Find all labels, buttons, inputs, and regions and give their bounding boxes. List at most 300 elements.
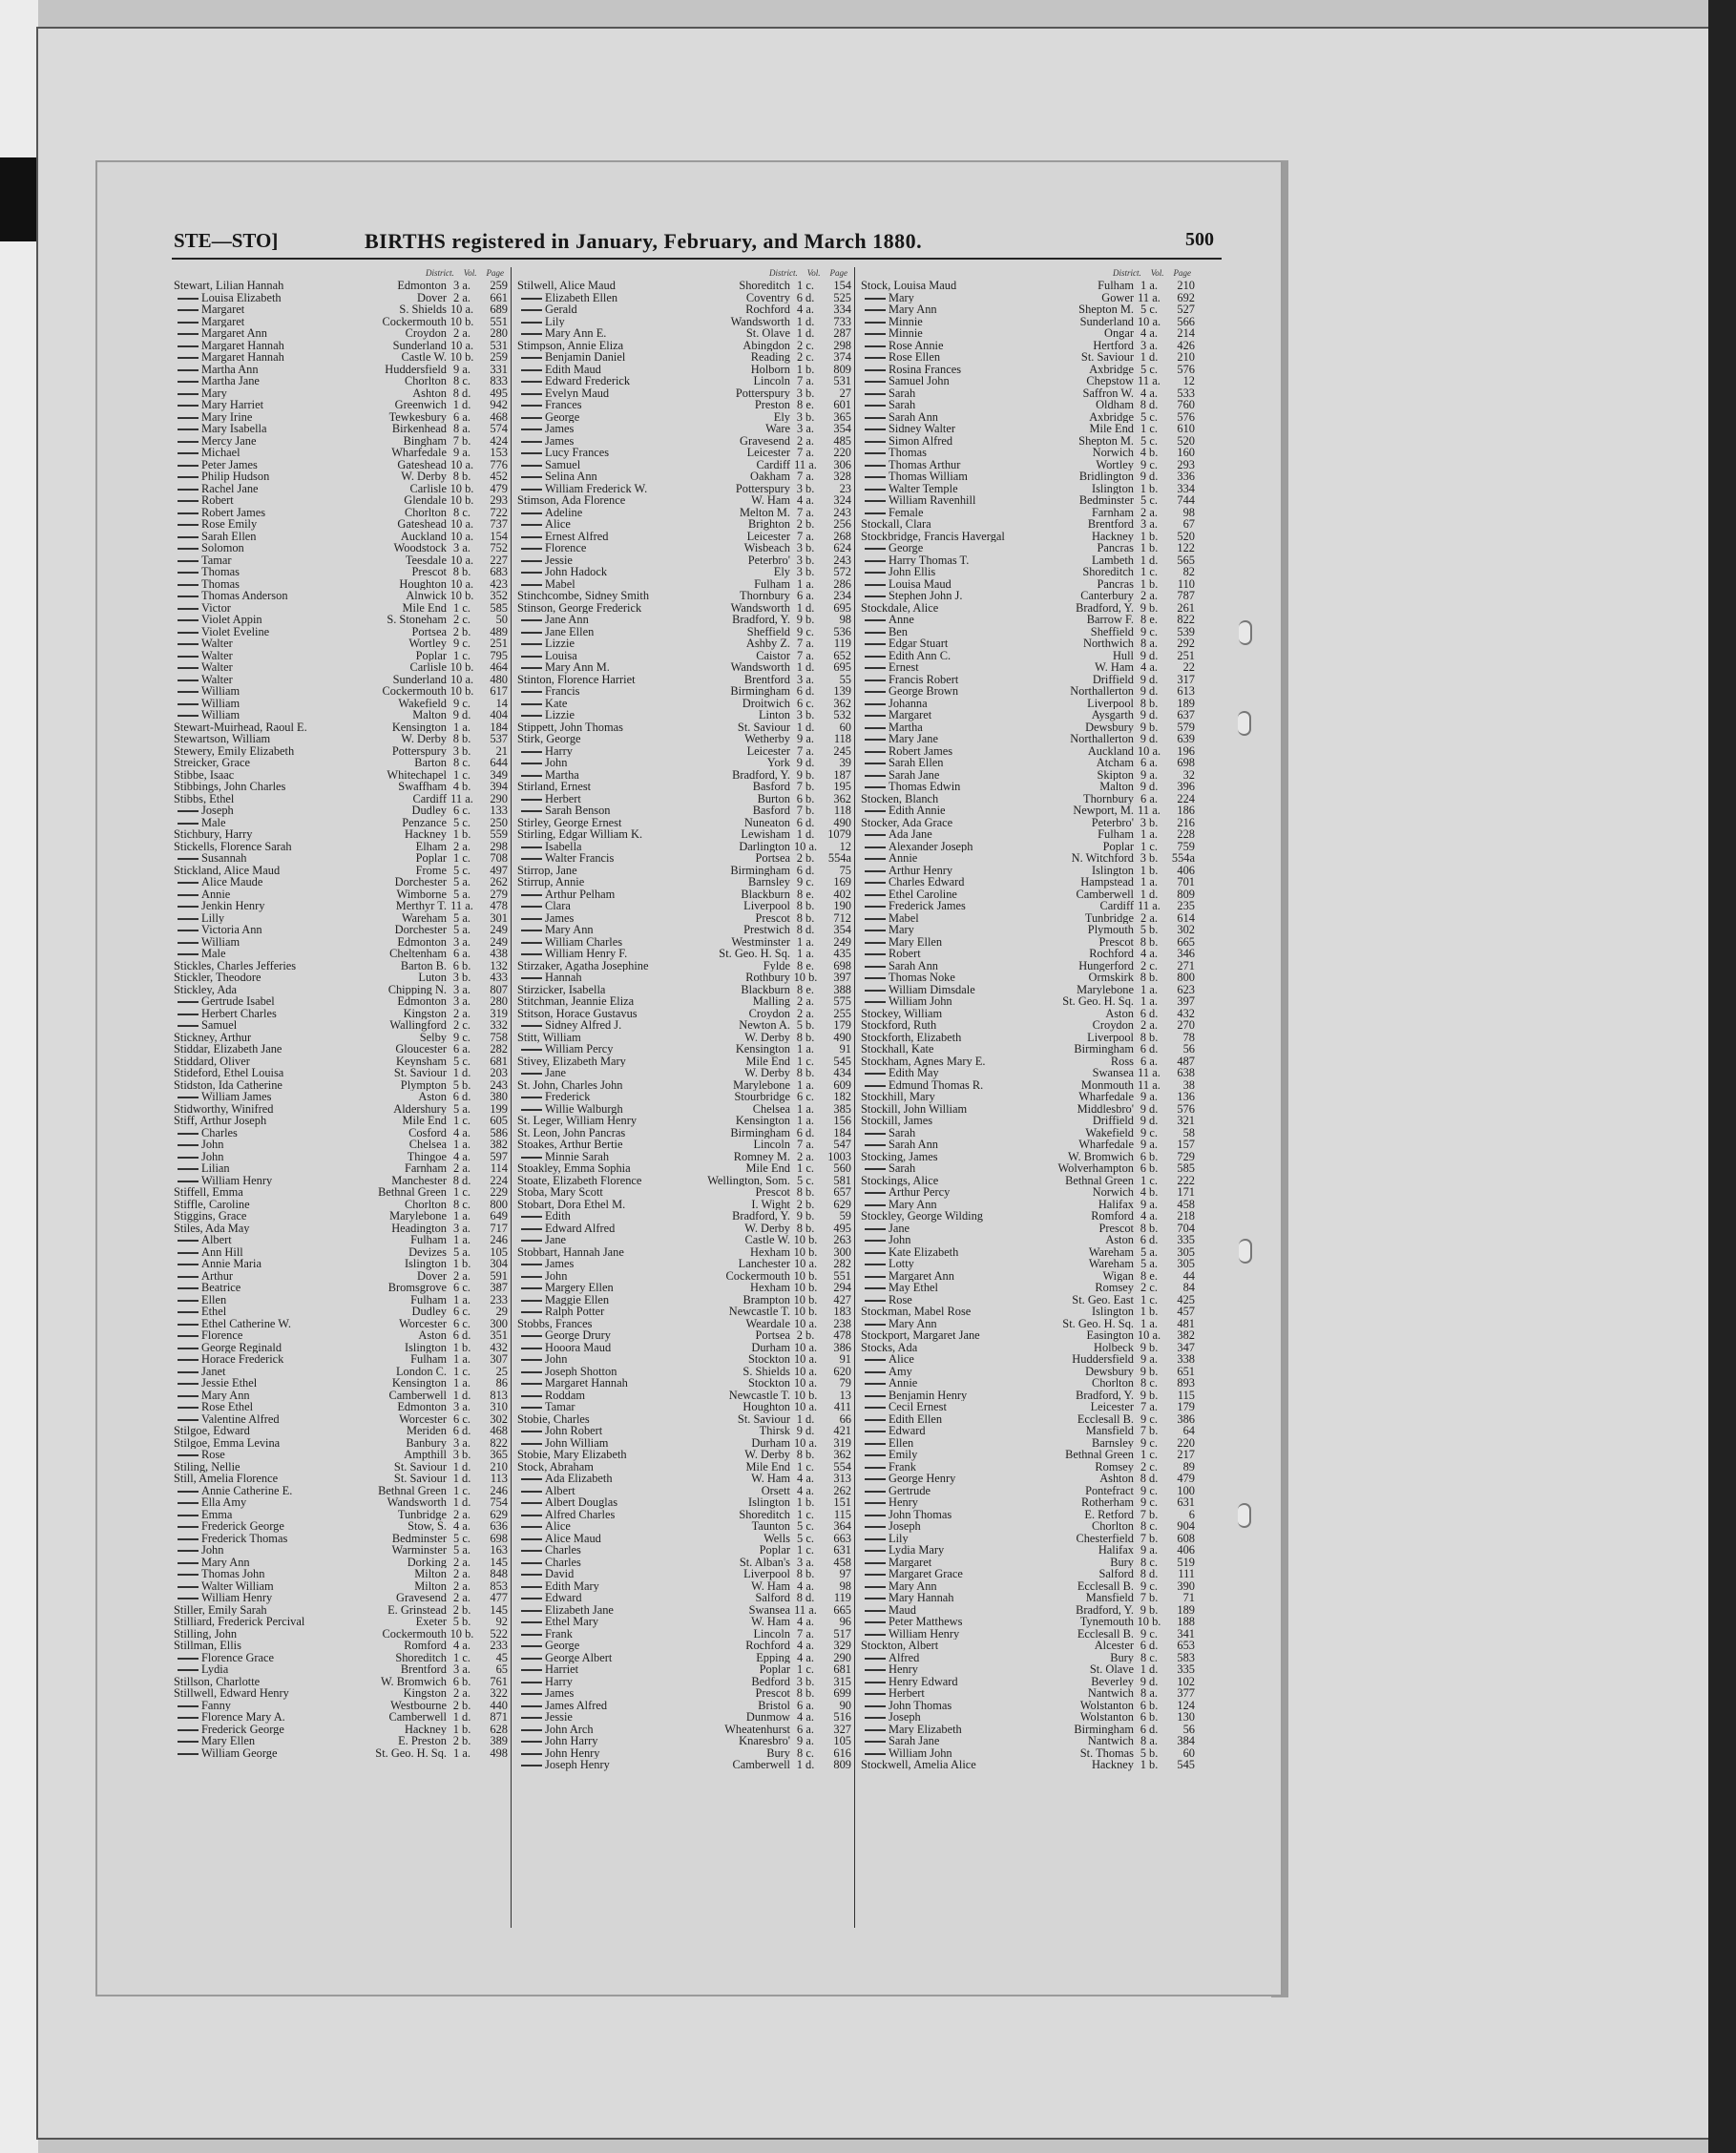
entry-volume: 1 a. [797, 935, 814, 948]
entry-district: St. Saviour [393, 1460, 447, 1473]
entry-name [861, 483, 1050, 495]
index-entry [861, 1592, 1195, 1604]
ditto-rule [178, 512, 199, 514]
entry-name-text: Francis Robert [889, 673, 959, 685]
entry-name-text: Stickley, Ada [174, 983, 237, 995]
ditto-rule [865, 619, 886, 621]
entry-volume: 1 b. [1140, 864, 1159, 876]
index-entry [517, 280, 851, 292]
entry-page: 100 [1177, 1484, 1195, 1496]
entry-page: 12 [1182, 375, 1195, 387]
index-entry [174, 793, 508, 805]
index-entry [861, 483, 1195, 495]
entry-district: Headington [391, 1222, 447, 1234]
index-entry [517, 1186, 851, 1199]
entry-name-text: Martha Jane [201, 375, 260, 387]
entry-district: Huddersfield [1072, 1353, 1134, 1366]
entry-name [861, 685, 1050, 698]
entry-district: Chelsea [752, 1102, 790, 1115]
entry-page: 490 [833, 816, 851, 828]
entry-volume: 4 a. [1140, 387, 1158, 399]
entry-volume: 11 a. [1138, 1067, 1161, 1079]
entry-page: 610 [1177, 423, 1195, 435]
index-entry [861, 661, 1195, 674]
entry-name-text: Samuel [201, 1019, 238, 1032]
entry-volume: 9 c. [1140, 1496, 1158, 1509]
ditto-rule [521, 584, 542, 586]
index-entry [517, 924, 851, 936]
entry-page: 717 [490, 1222, 508, 1234]
entry-name-text: Stickler, Theodore [174, 972, 261, 984]
index-entry [861, 1544, 1195, 1557]
ditto-rule [521, 393, 542, 395]
entry-page: 425 [1177, 1293, 1195, 1306]
index-entry [174, 1377, 508, 1390]
entry-page: 423 [490, 577, 508, 590]
index-entry [174, 1186, 508, 1199]
entry-name-text: Frank [889, 1460, 916, 1473]
index-entry [174, 578, 508, 591]
entry-name [861, 1413, 1050, 1426]
index-entry [861, 494, 1195, 507]
ditto-rule [178, 309, 199, 311]
ditto-rule [865, 489, 886, 491]
entry-page: 227 [490, 554, 508, 566]
entry-name-text: Rosina Frances [889, 363, 962, 375]
entry-name-text: Alfred [889, 1651, 920, 1663]
entry-page: 729 [1177, 1150, 1195, 1162]
entry-name [517, 351, 706, 364]
entry-name [517, 972, 706, 984]
entry-district: St. Geo. H. Sq. [375, 1746, 447, 1759]
entry-volume: 8 b. [1140, 1222, 1159, 1234]
entry-name-text: Margaret Hannah [201, 339, 284, 351]
entry-volume: 11 a. [1138, 375, 1161, 387]
index-entry [517, 1258, 851, 1270]
entry-name [174, 1306, 363, 1318]
entry-district: Potterspury [735, 482, 790, 494]
index-entry [174, 924, 508, 936]
entry-name-text: St. John, Charles John [517, 1078, 623, 1091]
index-entry [174, 303, 508, 316]
entry-name-text: Florence [545, 542, 587, 554]
entry-name-text: Edith Annie [889, 805, 946, 817]
entry-name-text: Herbert [889, 1687, 925, 1700]
page-header [174, 229, 1214, 260]
index-entry [174, 1019, 508, 1032]
index-entry [517, 1687, 851, 1700]
entry-page: 32 [1182, 768, 1195, 781]
index-entry [517, 1079, 851, 1092]
entry-name-text: Jessie Ethel [201, 1377, 258, 1390]
entry-name [861, 757, 1050, 769]
entry-name-text: Lizzie [545, 638, 575, 650]
entry-name-text: Janet [201, 1365, 226, 1377]
entry-page: 432 [1177, 1007, 1195, 1019]
entry-volume: 8 e. [797, 983, 814, 995]
entry-name [861, 1151, 1050, 1163]
entry-district: Warminster [391, 1544, 447, 1557]
entry-name [861, 841, 1050, 853]
ditto-rule [865, 512, 886, 514]
entry-district: Greenwich [394, 399, 447, 411]
entry-name [174, 1318, 363, 1330]
entry-volume: 3 b. [1140, 816, 1159, 828]
entry-district: Bury [1110, 1651, 1134, 1663]
entry-name [174, 387, 363, 400]
ditto-rule [178, 1300, 199, 1302]
entry-volume: 1 a. [797, 1043, 814, 1056]
index-entry [517, 984, 851, 996]
index-entry [517, 674, 851, 686]
entry-page: 813 [490, 1389, 508, 1401]
entry-name [517, 1449, 706, 1461]
entry-name-text: Edith Ellen [889, 1412, 943, 1425]
index-entry [861, 375, 1195, 387]
entry-name-text: Benjamin Henry [889, 1389, 968, 1401]
entry-name-text: Gerald [545, 303, 577, 316]
entry-district: Camberwell [388, 1711, 447, 1724]
entry-page: 631 [1177, 1496, 1195, 1509]
entry-district: Bradford, Y. [732, 614, 790, 626]
index-entry [861, 387, 1195, 400]
entry-name-text: Victor [201, 601, 231, 614]
entry-volume: 1 a. [453, 1377, 471, 1390]
entry-district: Keynsham [396, 1055, 447, 1067]
entry-district: Northallerton [1070, 685, 1134, 698]
index-entry [517, 351, 851, 364]
entry-volume: 6 d. [452, 1329, 471, 1342]
entry-district: Nantwich [1087, 1687, 1134, 1700]
entry-name [861, 1496, 1050, 1509]
ditto-rule [865, 751, 886, 753]
entry-district: Salford [1098, 1568, 1134, 1580]
entry-page: 651 [1177, 1365, 1195, 1377]
entry-name [174, 1628, 363, 1641]
entry-page: 300 [490, 1317, 508, 1329]
entry-name [861, 316, 1050, 328]
entry-name-text: St. Leon, John Pancras [517, 1126, 626, 1139]
entry-page: 263 [833, 1234, 851, 1246]
ditto-rule [865, 870, 886, 872]
entry-district: Wandsworth [730, 601, 790, 614]
ditto-rule [865, 441, 886, 443]
entry-name-text: Streicker, Grace [174, 757, 250, 769]
index-entry [861, 280, 1195, 292]
entry-district: Teesdale [405, 554, 447, 566]
entry-district: Houghton [399, 577, 447, 590]
entry-name [861, 1724, 1050, 1736]
ditto-rule [521, 333, 542, 335]
entry-name-text: Thomas Edwin [889, 781, 961, 793]
entry-page: 234 [833, 590, 851, 602]
ditto-rule [521, 1550, 542, 1552]
entry-volume: 7 a. [797, 638, 814, 650]
entry-district: Wareham [401, 911, 447, 924]
index-entry [517, 781, 851, 793]
entry-volume: 5 c. [1140, 363, 1158, 375]
ditto-rule [178, 1383, 199, 1385]
entry-volume: 2 a. [453, 1592, 471, 1604]
entry-name [174, 912, 363, 925]
entry-volume: 5 a. [453, 911, 471, 924]
ditto-rule [178, 918, 199, 920]
index-entry [174, 1724, 508, 1736]
entry-volume: 7 a. [1140, 1401, 1158, 1413]
entry-district: Wimborne [396, 888, 447, 900]
entry-district: N. Witchford [1071, 852, 1134, 865]
entry-name [174, 817, 363, 829]
index-entry [861, 960, 1195, 972]
index-entry [861, 1246, 1195, 1259]
entry-name [861, 1103, 1050, 1116]
entry-district: Tewkesbury [388, 410, 447, 423]
entry-district: Portsea [411, 625, 447, 638]
index-entry [174, 1091, 508, 1103]
ditto-rule [178, 1001, 199, 1003]
entry-volume: 10 a. [450, 303, 474, 316]
entry-volume: 5 c. [1140, 410, 1158, 423]
entry-name [174, 566, 363, 578]
entry-page: 217 [1177, 1449, 1195, 1461]
entry-name [861, 1032, 1050, 1044]
entry-name [517, 709, 706, 721]
entry-volume: 11 a. [794, 1603, 817, 1616]
index-entry [174, 483, 508, 495]
entry-district: Basford [752, 805, 790, 817]
entry-page: 396 [1177, 781, 1195, 793]
entry-district: Ware [765, 423, 790, 435]
entry-name [861, 1377, 1050, 1390]
entry-volume: 9 d. [1140, 1115, 1159, 1127]
entry-volume: 1 b. [1140, 577, 1159, 590]
entry-name [517, 1568, 706, 1580]
entry-name [174, 531, 363, 543]
entry-volume: 2 c. [1140, 1460, 1158, 1473]
entry-page: 13 [839, 1389, 851, 1401]
entry-district: Leicester [746, 530, 790, 542]
column-headings [861, 267, 1195, 280]
entry-page: 332 [490, 1019, 508, 1032]
entry-district: Kensington [735, 1115, 790, 1127]
index-entry [517, 1246, 851, 1259]
entry-volume: 10 b. [793, 1282, 818, 1294]
entry-name-text: Frances [545, 399, 582, 411]
entry-district: Farnham [1091, 506, 1134, 518]
entry-name-text: Isabella [545, 840, 582, 852]
entry-name-text: Stiddard, Oliver [174, 1055, 250, 1067]
entry-district: Brentford [400, 1663, 447, 1676]
entry-name [517, 531, 706, 543]
entry-name [517, 1366, 706, 1378]
entry-page: 605 [490, 1115, 508, 1127]
ditto-rule [521, 1216, 542, 1218]
entry-name-text: Walter [201, 638, 233, 650]
entry-district: W. Derby [401, 733, 447, 745]
entry-name-text: Alfred Charles [545, 1508, 616, 1520]
entry-page: 115 [833, 1508, 851, 1520]
entry-name [174, 626, 363, 638]
entry-page: 328 [833, 470, 851, 483]
ditto-rule [865, 596, 886, 597]
index-entry [174, 280, 508, 292]
entry-name-text: John [545, 1353, 568, 1366]
entry-name [174, 1032, 363, 1044]
entry-page: 519 [1177, 1556, 1195, 1568]
entry-page: 327 [833, 1723, 851, 1735]
index-entry [174, 1175, 508, 1187]
entry-name [517, 1604, 706, 1617]
entry-name [861, 423, 1050, 435]
entry-name-text: Stinchcombe, Sidney Smith [517, 590, 650, 602]
index-entry [861, 650, 1195, 662]
entry-page: 246 [490, 1234, 508, 1246]
entry-name [517, 280, 706, 292]
entry-name-text: Harry Thomas T. [889, 554, 970, 566]
index-entry [174, 447, 508, 459]
entry-name-text: Stoakley, Emma Sophia [517, 1162, 631, 1175]
index-entry [861, 1604, 1195, 1617]
entry-page: 665 [833, 1603, 851, 1616]
index-entry [517, 1401, 851, 1413]
entry-name [861, 769, 1050, 782]
entry-name [861, 1353, 1050, 1366]
entry-name-text: Florence [201, 1329, 243, 1342]
index-entry [174, 1640, 508, 1652]
entry-page: 712 [833, 911, 851, 924]
ditto-rule [521, 703, 542, 705]
entry-district: St. Geo. H. Sq. [1062, 1317, 1134, 1329]
entry-page: 102 [1177, 1675, 1195, 1687]
column-divider [511, 267, 512, 1928]
index-entry [861, 1676, 1195, 1688]
ditto-rule [865, 500, 886, 502]
entry-district: Ecclesall B. [1077, 1627, 1134, 1640]
entry-volume: 4 a. [797, 1711, 814, 1724]
entry-volume: 10 a. [450, 518, 474, 531]
index-entry [174, 602, 508, 615]
index-entry [861, 852, 1195, 865]
entry-volume: 9 a. [453, 363, 471, 375]
entry-page: 304 [490, 1258, 508, 1270]
ditto-rule [178, 1311, 199, 1313]
ditto-rule [521, 619, 542, 621]
index-entry [517, 1557, 851, 1569]
entry-name-text: George Henry [889, 1473, 956, 1485]
entry-name-text: Anne [889, 614, 914, 626]
entry-page: 305 [1177, 1258, 1195, 1270]
ditto-rule [178, 1287, 199, 1289]
entry-name-text: Michael [201, 447, 241, 459]
entry-name [517, 1759, 706, 1771]
entry-volume: 1 d. [1140, 888, 1159, 900]
entry-name [861, 554, 1050, 567]
entry-district: Preston [754, 399, 790, 411]
entry-volume: 6 d. [1140, 1723, 1159, 1735]
entry-name-text: Stirrop, Jane [517, 864, 577, 876]
entry-name-text: Frank [545, 1627, 573, 1640]
entry-name [517, 1735, 706, 1747]
entry-name [517, 542, 706, 554]
entry-name-text: Joseph Henry [545, 1759, 610, 1771]
index-entry [517, 888, 851, 901]
entry-volume: 3 a. [453, 995, 471, 1008]
entry-page: 704 [1177, 1222, 1195, 1234]
entry-name-text: Stinson, George Frederick [517, 601, 642, 614]
ditto-rule [865, 309, 886, 311]
ditto-rule [521, 572, 542, 574]
entry-district: Shoreditch [395, 1651, 447, 1663]
entry-volume: 10 b. [450, 590, 474, 602]
entry-page: 809 [1177, 888, 1195, 900]
ditto-rule [521, 1753, 542, 1755]
ditto-rule [865, 1287, 886, 1289]
entry-volume: 1 a. [797, 1078, 814, 1091]
entry-volume: 6 d. [796, 685, 815, 698]
index-entry [517, 1700, 851, 1712]
entry-volume: 4 a. [453, 1126, 471, 1139]
entry-page: 334 [1177, 482, 1195, 494]
entry-page: 644 [490, 757, 508, 769]
entry-district: Linton [758, 709, 790, 721]
entry-name-text: Stockford, Ruth [861, 1019, 937, 1032]
entry-volume: 6 b. [452, 1675, 471, 1687]
entry-volume: 2 c. [797, 351, 814, 364]
ditto-rule [865, 1192, 886, 1194]
index-entry [517, 518, 851, 531]
entry-name-text: Stirzaker, Agatha Josephine [517, 959, 649, 972]
entry-volume: 8 b. [796, 1186, 815, 1199]
entry-name [174, 1390, 363, 1402]
ditto-rule [521, 1287, 542, 1289]
entry-volume: 9 a. [1140, 1139, 1158, 1151]
entry-district: Lincoln [753, 1139, 790, 1151]
index-entry [517, 1461, 851, 1474]
entry-name [517, 1544, 706, 1557]
entry-district: Banbury [406, 1436, 447, 1449]
ditto-rule [865, 1502, 886, 1504]
ditto-rule [521, 1574, 542, 1576]
entry-page: 362 [833, 792, 851, 805]
entry-name-text: Stockport, Margaret Jane [861, 1329, 980, 1342]
entry-page: 301 [490, 911, 508, 924]
entry-volume: 7 b. [796, 781, 815, 793]
entry-name [174, 1496, 363, 1509]
entry-name [174, 435, 363, 448]
entry-page: 623 [1177, 983, 1195, 995]
column-heading: Page [486, 268, 504, 278]
index-entry [517, 1580, 851, 1593]
entry-name [861, 1544, 1050, 1557]
entry-volume: 5 a. [1140, 1258, 1158, 1270]
entry-district: St. Olave [1089, 1663, 1134, 1676]
entry-district: Chesterfield [1076, 1532, 1134, 1544]
entry-name-text: Stockhill, Mary [861, 1091, 935, 1103]
index-entry [517, 494, 851, 507]
index-entry [861, 900, 1195, 912]
ditto-rule [521, 643, 542, 645]
entry-name [174, 685, 363, 698]
entry-name [174, 1294, 363, 1306]
index-entry [517, 1162, 851, 1175]
entry-volume: 6 d. [1140, 1234, 1159, 1246]
index-entry [174, 1461, 508, 1474]
entry-page: 335 [1177, 1663, 1195, 1676]
index-entry [861, 1580, 1195, 1593]
index-entry [517, 1127, 851, 1139]
entry-district: Cockermouth [725, 1269, 790, 1282]
entry-name [174, 1676, 363, 1688]
